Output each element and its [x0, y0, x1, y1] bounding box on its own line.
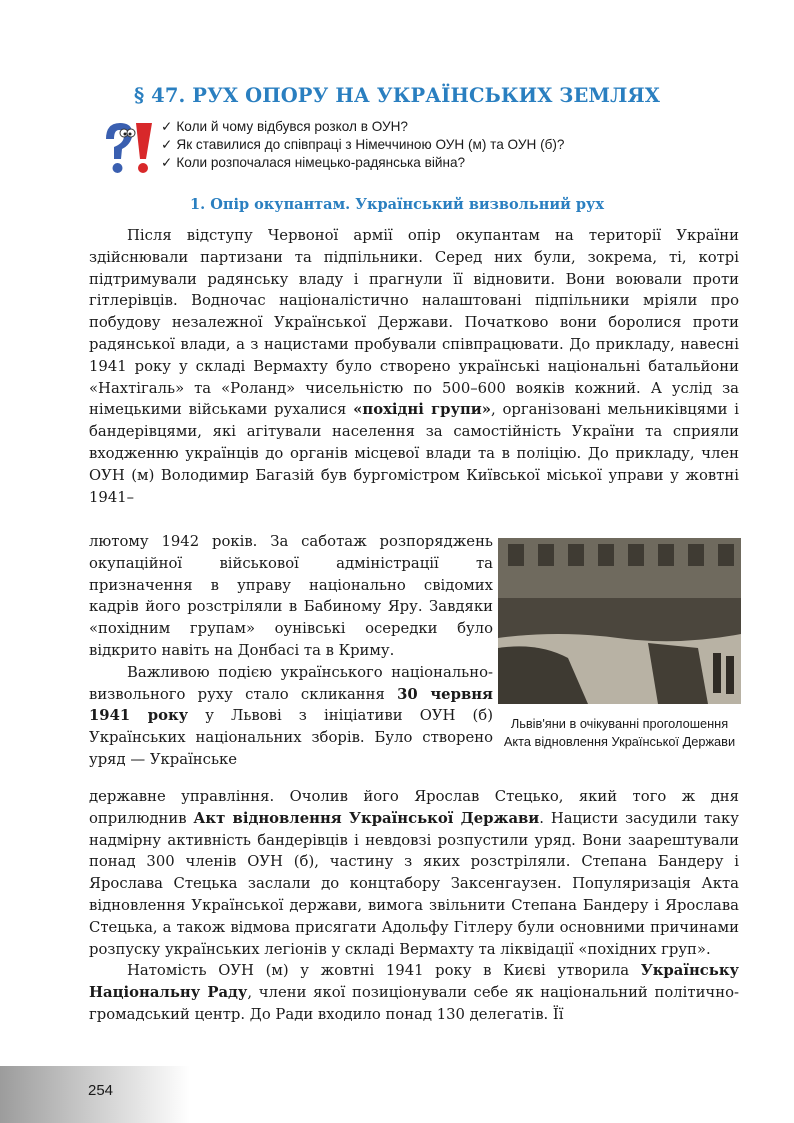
- question-exclamation-icon: [100, 117, 156, 177]
- paragraph-3: Натомість ОУН (м) у жовтні 1941 року в Києві утворила Українську Національну Раду, члени якої позиціонували себе як національний політично-громадський центр. До Ради входило понад 130 делегатів. Її: [89, 962, 739, 1023]
- question-item: ✓ Як ставилися до співпраці з Німеччиною ОУН (м) та ОУН (б)?: [161, 137, 565, 152]
- paragraph-2-continued: державне управління. Очолив його Ярослав Стецько, який того ж дня оприлюднив Акт відновлення Української Держави. Нацисти засудили таку надмірну активність бандерівців і невдовзі розпустили уряд. Вони заарештували понад 300 членів ОУН (б), частину з яких розстріляли. Степана Бандеру і Ярослава Стецька заслали до концтабору Заксенгаузен. Популяризація Акта відновлення Української держави, вимога звільнити Степана Бандеру і Ярослава Стецька, а також відмова присягати Адольфу Гітлеру були основними причинами розпуску українських легіонів у складі Вермахту та ліквідації «похідних груп».: [89, 788, 739, 958]
- paragraph-1-continued: лютому 1942 років. За саботаж розпоряджень окупаційної військової адміністрації та призначення в управу національно свідомих кадрів його розстріляли в Бабиному Яру. Завдяки «похідним групам» оунівські осередки було відкрито навіть на Донбасі та в Криму.: [89, 533, 493, 659]
- key-questions-list: [161, 118, 564, 172]
- check-icon: ✓: [161, 119, 173, 134]
- historical-photo: [498, 538, 741, 704]
- check-icon: ✓: [161, 137, 173, 152]
- question-item: ✓ Коли й чому відбувся розкол в ОУН?: [161, 119, 408, 134]
- paragraph-block: [89, 225, 739, 508]
- page-number: 254: [88, 1082, 114, 1099]
- paragraph-2: Важливою подією українського національно-визвольного руху стало скликання 30 червня 1941 року у Львові з ініціативи ОУН (б) Українських національних зборів. Було створено уряд — Українське: [89, 663, 493, 768]
- question-item: ✓ Коли розпочалася німецько-радянська війна?: [161, 155, 466, 170]
- section-subtitle: 1. Опір окупантам. Український визвольний рух: [190, 196, 604, 213]
- paragraph-block-narrow: [89, 531, 493, 771]
- paragraph-1: Після відступу Червоної армії опір окупантам на території України здійснювали партизани та підпільники. Серед них були, зокрема, ті, котрі підтримували радянську владу і прагнули її відновити. Вони воювали проти гітлерівців. Водночас націоналістично налаштовані підпільники мріяли про побудову незалежної Української Держави. Початково вони боролися проти радянської влади, а з нацистами пробували співпрацювати. До прикладу, навесні 1941 року у складі Вермахту було створено українські національні батальйони «Нахтігаль» та «Роланд» чисельністю по 500–600 вояків кожний. А услід за німецькими військами рухалися «похідні групи», організовані мельниківцями і бандерівцями, які агітували населення за самостійність України та сприяли входженню українців до органів місцевої влади та в поліцію. До прикладу, член ОУН (м) Володимир Багазій був бургомістром Київської міської управи у жовтні 1941–: [89, 227, 739, 506]
- paragraph-title: § 47. РУХ ОПОРУ НА УКРАЇНСЬКИХ ЗЕМЛЯХ: [134, 84, 660, 107]
- check-icon: ✓: [161, 155, 173, 170]
- photo-caption: Львів'яни в очікуванні проголошення Акта відновлення Української Держави: [503, 716, 736, 749]
- paragraph-block-wide: [89, 786, 739, 1026]
